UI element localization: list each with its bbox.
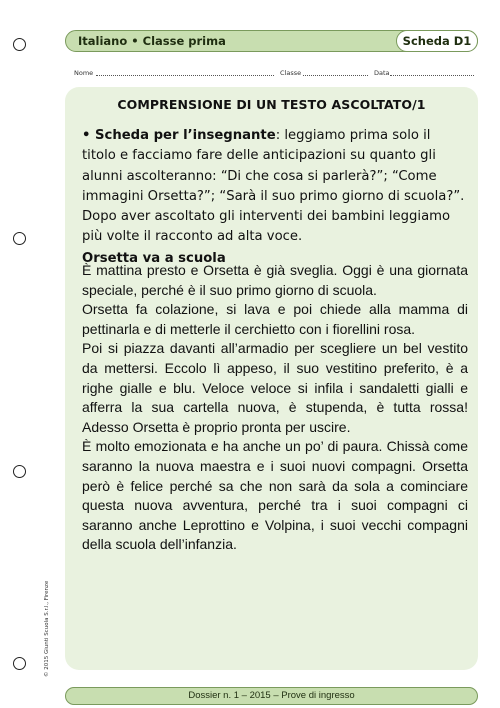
class-field[interactable] [303,75,368,76]
header-bar [65,30,478,52]
student-fields [74,69,474,81]
binder-hole-middle [13,232,26,245]
teacher-note [82,126,466,248]
teacher-note-lead: • Scheda per l’insegnante [82,128,276,143]
name-label: Nome [74,69,94,77]
story-paragraph: È mattina presto e Orsetta è già sveglia. Oggi è una giornata speciale, perché è il suo primo giorno di scuola. [82,262,468,298]
story-paragraph: Orsetta fa colazione, si lava e poi chiede alla mamma di pettinarla e di metterle il cerchietto con i fiorellini rosa. [82,301,468,337]
date-field[interactable] [390,75,474,76]
teacher-note-text: : leggiamo prima solo il titolo e facciamo fare delle anticipazioni su quanto gli alunni ascolteranno: “Di che cosa si parlerà?”; “Come immagini Orsetta?”; “Sarà il suo primo giorno di scuola?”. Dopo aver ascoltato gli interventi dei bambini leggiamo più volte il racconto ad alta voce. [82,128,465,245]
story-paragraph: Poi si piazza davanti all’armadio per scegliere un bel vestito da mettersi. Eccolo lì appeso, il suo vestitino preferito, è a righe gialle e blu. Veloce veloce si infila i sandaletti gialli e afferra la sua cartella nuova, è stupenda, è tutta rossa! Adesso Orsetta è proprio pronta per uscire. [82,340,468,435]
sheet-label: Scheda D1 [396,30,478,52]
name-field[interactable] [96,75,274,76]
page-title: COMPRENSIONE DI UN TESTO ASCOLTATO/1 [117,97,426,112]
story-text [82,261,468,555]
content-panel [65,87,478,670]
binder-hole-bottom [13,657,26,670]
story-paragraph: È molto emozionata e ha anche un po’ di paura. Chissà come saranno la nuova maestra e i suoi nuovi compagni. Orsetta però è felice perché sa che non sarà da sola a cominciare questa nuova avventura, perché tra i suoi compagni ci saranno anche Leprottino e Volpina, i suoi vecchi compagni della scuola dell’infanzia. [82,438,468,553]
class-label: Classe [280,69,302,77]
binder-hole-top [13,38,26,51]
binder-hole-lower [13,465,26,478]
story-title: Orsetta va a scuola [82,251,226,266]
date-label: Data [374,69,390,77]
subject-label: Italiano • Classe prima [78,34,226,48]
footer-bar: Dossier n. 1 – 2015 – Prove di ingresso [65,687,478,705]
copyright-credit: © 2015 Giunti Scuola S.r.l., Firenze [44,580,50,677]
